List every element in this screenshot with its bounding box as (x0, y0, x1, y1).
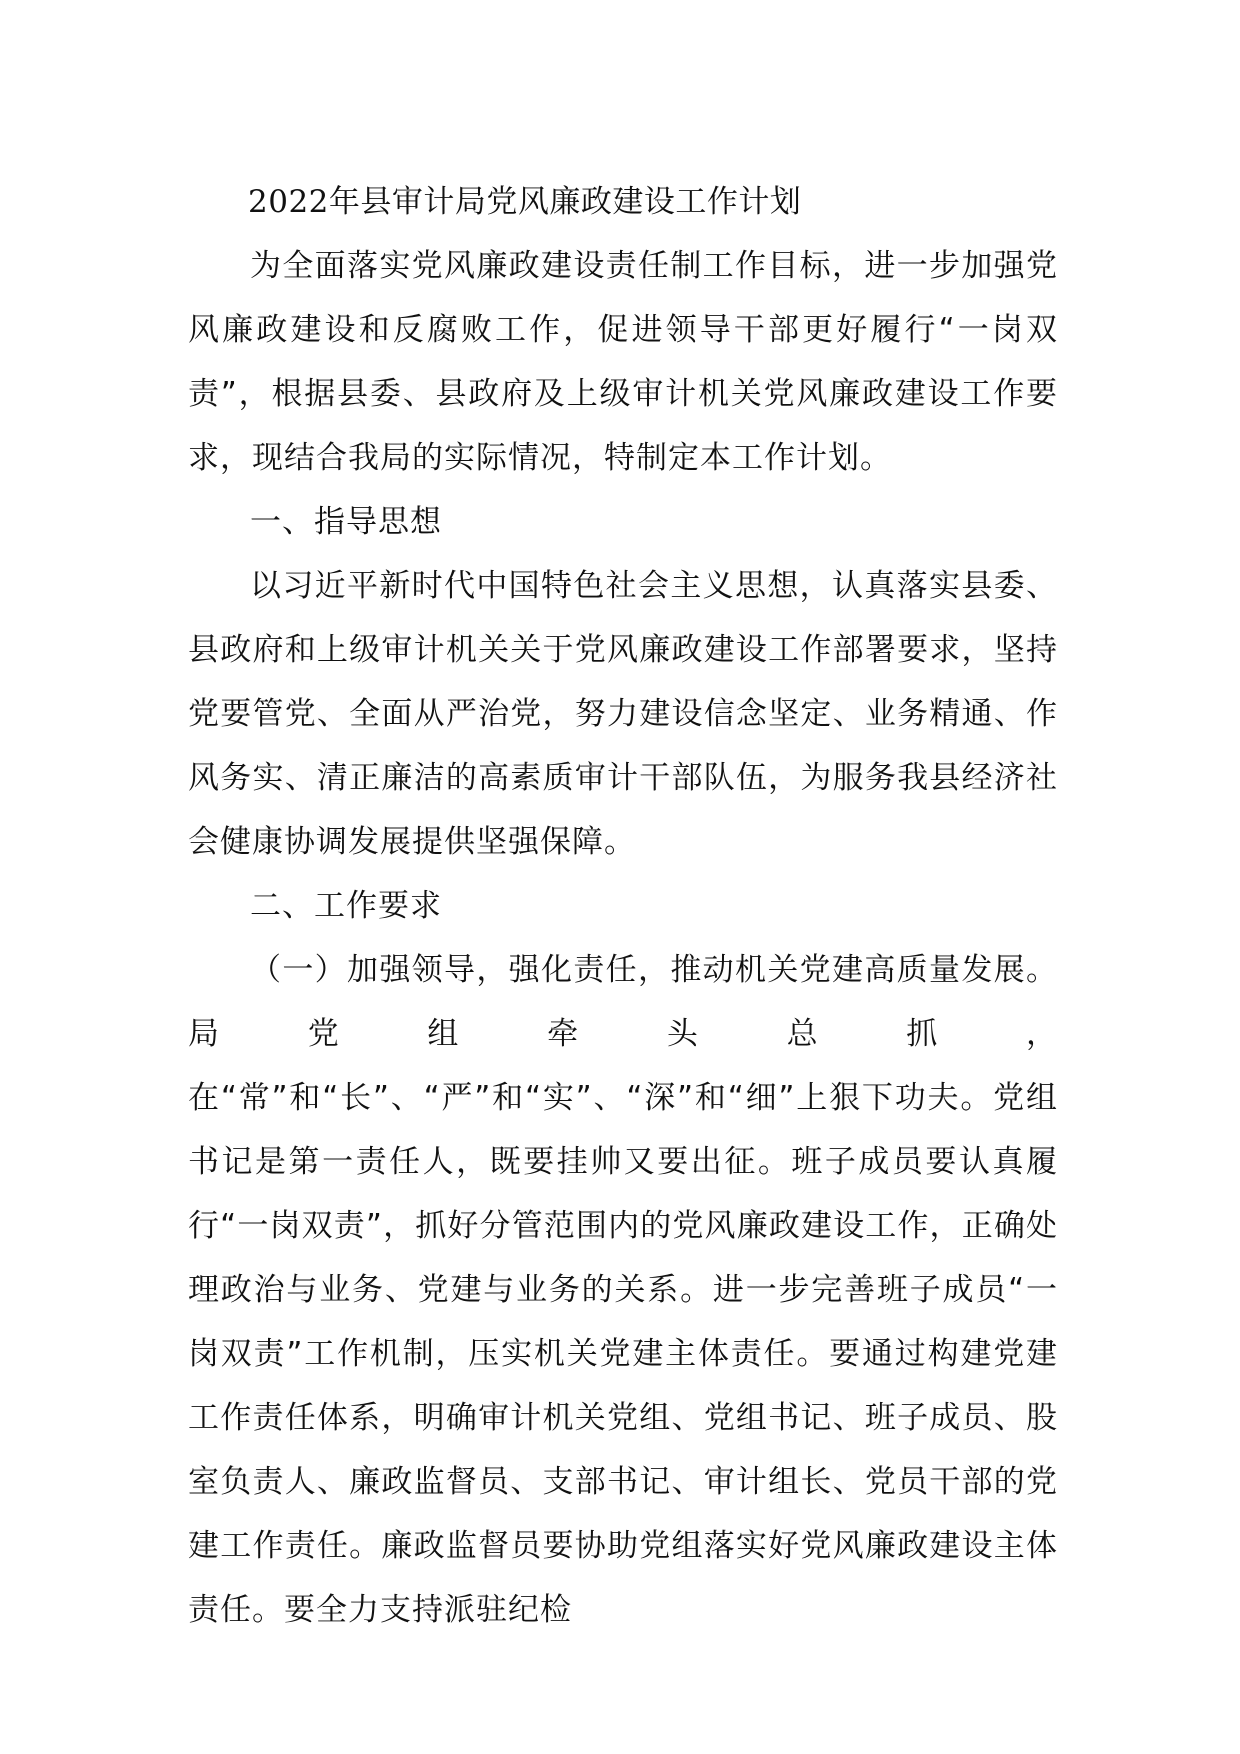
section-body-guiding-ideology: 以习近平新时代中国特色社会主义思想，认真落实县委、县政府和上级审计机关关于党风廉政建设工作部署要求，坚持党要管党、全面从严治党，努力建设信念坚定、业务精通、作风务实、清正廉洁的高素质审计干部队伍，为服务我县经济社会健康协调发展提供坚强保障。 (188, 568, 1058, 860)
document-page (188, 170, 1058, 1642)
intro-paragraph: 为全面落实党风廉政建设责任制工作目标，进一步加强党风廉政建设和反腐败工作，促进领导干部更好履行“一岗双责”，根据县委、县政府及上级审计机关党风廉政建设工作要求，现结合我局的实际情况，特制定本工作计划。 (188, 248, 1058, 476)
section-heading-work-requirements: 二、工作要求 (250, 888, 442, 924)
section-body-work-requirements: （一）加强领导，强化责任，推动机关党建高质量发展。局党组牵头总抓，在“常”和“长”、“严”和“实”、“深”和“细”上狠下功夫。党组书记是第一责任人，既要挂帅又要出征。班子成员要认真履行“一岗双责”，抓好分管范围内的党风廉政建设工作，正确处理政治与业务、党建与业务的关系。进一步完善班子成员“一岗双责”工作机制，压实机关党建主体责任。要通过构建党建工作责任体系，明确审计机关党组、党组书记、班子成员、股室负责人、廉政监督员、支部书记、审计组长、党员干部的党建工作责任。廉政监督员要协助党组落实好党风廉政建设主体责任。要全力支持派驻纪检 (188, 952, 1058, 1628)
document-title: 2022年县审计局党风廉政建设工作计划 (248, 184, 802, 220)
section-heading-guiding-ideology: 一、指导思想 (250, 504, 442, 540)
